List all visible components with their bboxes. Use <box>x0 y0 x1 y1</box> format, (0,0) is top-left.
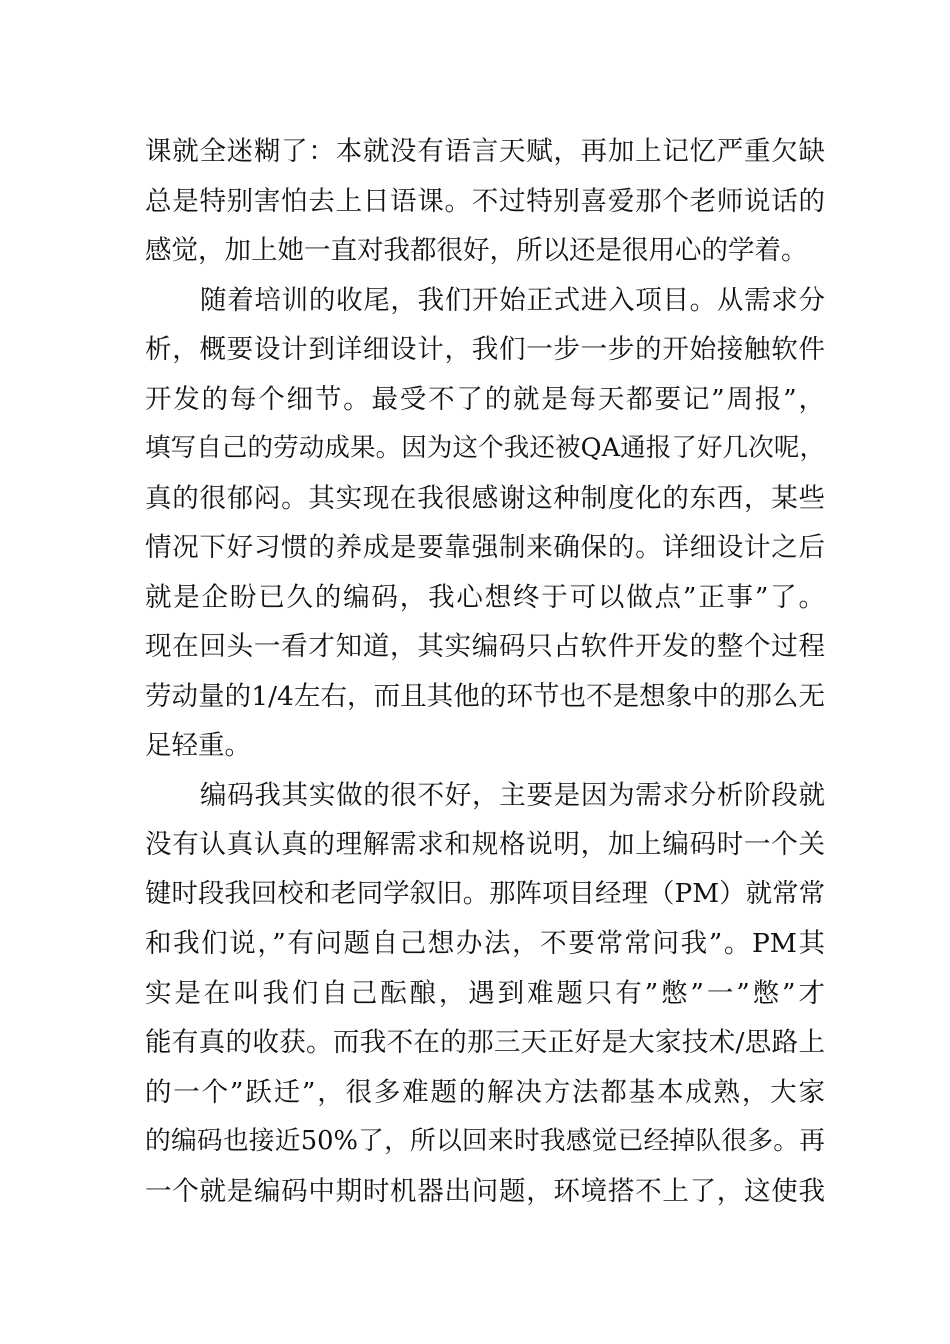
text-line: 足轻重。 <box>145 730 251 761</box>
text-line: 和我们说，”有问题自己想办法，不要常常问我”。PM其 <box>145 928 825 959</box>
text-line: 情况下好习惯的养成是要靠强制来确保的。详细设计之后 <box>145 532 825 563</box>
text-line: 随着培训的收尾，我们开始正式进入项目。从需求分 <box>200 284 825 316</box>
text-line: 的编码也接近50%了，所以回来时我感觉已经掉队很多。再 <box>145 1126 825 1156</box>
paragraph <box>145 771 825 1217</box>
text-line: 课就全迷糊了：本就没有语言天赋，再加上记忆严重欠缺 <box>145 136 825 167</box>
text-line: 开发的每个细节。最受不了的就是每天都要记”周报”， <box>145 383 825 415</box>
paragraph <box>145 276 825 771</box>
text-line: 真的很郁闷。其实现在我很感谢这种制度化的东西，某些 <box>145 482 825 514</box>
text-line: 现在回头一看才知道，其实编码只占软件开发的整个过程 <box>145 631 825 662</box>
text-line: 能有真的收获。而我不在的那三天正好是大家技术/思路上 <box>145 1027 825 1058</box>
text-line: 的一个”跃迁”，很多难题的解决方法都基本成熟，大家 <box>145 1076 825 1108</box>
body-text <box>145 127 825 1216</box>
text-line: 实是在叫我们自己酝酿，遇到难题只有”憋”一”憋”才 <box>145 977 825 1009</box>
text-line: 填写自己的劳动成果。因为这个我还被QA通报了好几次呢， <box>145 433 825 463</box>
text-line: 感觉，加上她一直对我都很好，所以还是很用心的学着。 <box>145 235 808 266</box>
text-line: 析，概要设计到详细设计，我们一步一步的开始接触软件 <box>145 334 825 365</box>
text-line: 总是特别害怕去上日语课。不过特别喜爱那个老师说话的 <box>145 185 825 217</box>
text-line: 就是企盼已久的编码，我心想终于可以做点”正事”了。 <box>145 581 825 613</box>
text-line: 劳动量的1/4左右，而且其他的环节也不是想象中的那么无 <box>145 680 825 712</box>
text-line: 没有认真认真的理解需求和规格说明，加上编码时一个关 <box>145 829 825 860</box>
text-line: 键时段我回校和老同学叙旧。那阵项目经理（PM）就常常 <box>145 878 825 909</box>
text-line: 一个就是编码中期时机器出问题，环境搭不上了，这使我 <box>145 1175 825 1207</box>
paragraph <box>145 127 825 276</box>
text-line: 编码我其实做的很不好，主要是因为需求分析阶段就 <box>200 779 825 811</box>
